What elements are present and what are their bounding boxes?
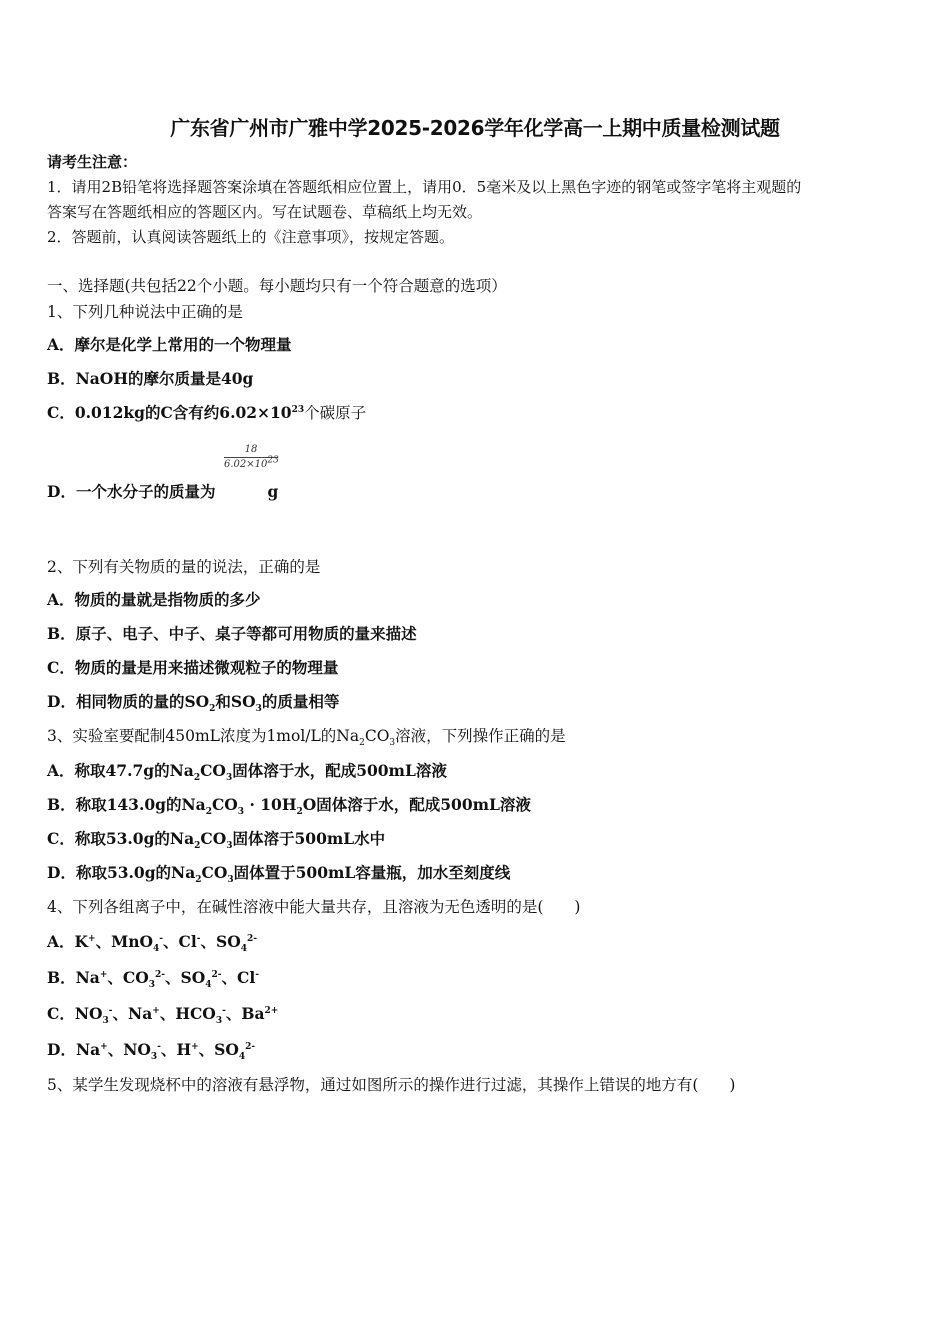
fraction-denominator: $6.02\times 10^{23}$ <box>224 455 279 470</box>
q1-option-d: D．一个水分子的质量为 g <box>47 482 279 501</box>
q3-option-b: B．称取143.0g的$Na_2CO_3 \cdot 10H_2O$固体溶于水，配成500mL溶液 <box>47 795 531 818</box>
q2-option-d: D．相同物质的量的$SO_2$和$SO_3$的质量相等 <box>47 692 340 715</box>
q4-option-c: C．$NO_3^-$、Na+、$HCO_3^-$、$Ba^{2+}$ <box>47 1004 279 1027</box>
q1-option-a: A．摩尔是化学上常用的一个物理量 <box>47 335 292 354</box>
q3-option-c: C．称取53.0g的$Na_2CO_3$固体溶于500mL水中 <box>47 829 386 852</box>
q2-option-c: C．物质的量是用来描述微观粒子的物理量 <box>47 658 339 677</box>
q4-option-a: A．K+、MnO$_4$-、Cl-、$SO_4^{2-}$ <box>47 932 258 955</box>
q1-option-c: C．0.012kg的C含有约$6.02\times 10^{23}$个碳原子 <box>47 403 367 422</box>
q2-option-a: A．物质的量就是指物质的多少 <box>47 590 261 609</box>
notice-line-1-cont: 答案写在答题纸相应的答题区内。写在试题卷、草稿纸上均无效。 <box>47 203 483 221</box>
q2-option-b: B．原子、电子、中子、桌子等都可用物质的量来描述 <box>47 624 417 643</box>
q4-option-b: B．Na+、$CO_3^{2-}$、$SO_4^{2-}$、Cl- <box>47 968 259 991</box>
q3-option-a: A．称取47.7g的$Na_2CO_3$固体溶于水，配成500mL溶液 <box>47 761 447 784</box>
question-4-stem: 4、下列各组离子中，在碱性溶液中能大量共存，且溶液为无色透明的是( ) <box>47 898 581 916</box>
q1-fraction <box>224 444 278 471</box>
notice-line-2: 2．答题前，认真阅读答题纸上的《注意事项》，按规定答题。 <box>47 228 455 246</box>
q4-option-d: D．Na+、$NO_3^-$、H+、$SO_4^{2-}$ <box>47 1040 256 1063</box>
page-title: 广东省广州市广雅中学2025-2026学年化学高一上期中质量检测试题 <box>170 116 780 140</box>
question-5-stem: 5、某学生发现烧杯中的溶液有悬浮物，通过如图所示的操作进行过滤，其操作上错误的地方有( ) <box>47 1076 736 1094</box>
q3-option-d: D．称取53.0g的$Na_2CO_3$固体置于500mL容量瓶，加水至刻度线 <box>47 863 511 886</box>
notice-line-1: 1．请用2B铅笔将选择题答案涂填在答题纸相应位置上，请用0．5毫米及以上黑色字迹的钢笔或签字笔将主观题的 <box>47 178 802 196</box>
question-1-stem: 1、下列几种说法中正确的是 <box>47 303 243 321</box>
question-2-stem: 2、下列有关物质的量的说法，正确的是 <box>47 558 321 576</box>
notice-heading: 请考生注意： <box>47 153 138 171</box>
question-3-stem: 3、实验室要配制450mL浓度为1mol/L的$Na_2CO_3$溶液，下列操作正确的是 <box>47 727 566 749</box>
q1-option-b: B．NaOH的摩尔质量是40g <box>47 369 254 388</box>
fraction-numerator: 18 <box>244 444 258 455</box>
section-heading: 一、选择题(共包括22个小题。每小题均只有一个符合题意的选项） <box>47 277 507 295</box>
